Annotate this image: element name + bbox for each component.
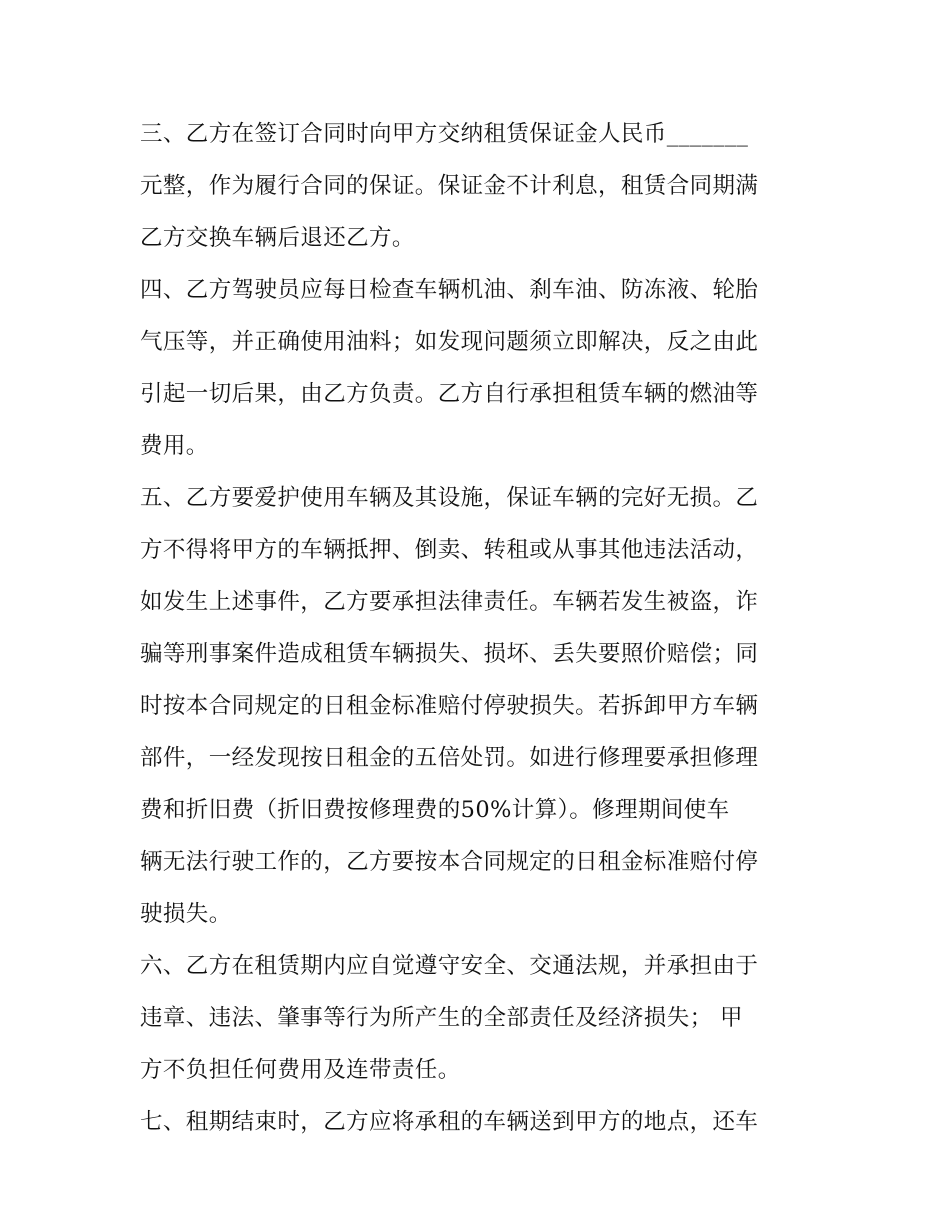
text-line: 元整，作为履行合同的保证。保证金不计利息，租赁合同期满 xyxy=(140,173,759,199)
text-line: 气压等，并正确使用油料；如发现问题须立即解决，反之由此 xyxy=(140,329,759,355)
text-line: 引起一切后果，由乙方负责。乙方自行承担租赁车辆的燃油等 xyxy=(140,381,759,407)
text-line: 辆无法行驶工作的，乙方要按本合同规定的日租金标准赔付停 xyxy=(140,849,759,875)
text-line: 三、乙方在签订合同时向甲方交纳租赁保证金人民币_______ xyxy=(140,121,749,147)
text-line: 部件，一经发现按日租金的五倍处罚。如进行修理要承担修理 xyxy=(140,745,759,771)
text-line: 违章、违法、肇事等行为所产生的全部责任及经济损失； 甲 xyxy=(140,1005,743,1031)
text-line: 方不负担任何费用及连带责任。 xyxy=(140,1057,461,1083)
text-line: 骗等刑事案件造成租赁车辆损失、损坏、丢失要照价赔偿；同 xyxy=(140,641,759,667)
text-line: 如发生上述事件，乙方要承担法律责任。车辆若发生被盗，诈 xyxy=(140,589,759,615)
text-line: 五、乙方要爱护使用车辆及其设施，保证车辆的完好无损。乙 xyxy=(140,485,759,511)
text-line: 方不得将甲方的车辆抵押、倒卖、转租或从事其他违法活动， xyxy=(140,537,759,563)
text-line: 乙方交换车辆后退还乙方。 xyxy=(140,225,415,251)
text-line: 费用。 xyxy=(140,433,209,459)
text-line: 六、乙方在租赁期内应自觉遵守安全、交通法规，并承担由于 xyxy=(140,953,759,979)
contract-body xyxy=(140,108,812,1148)
text-line: 四、乙方驾驶员应每日检查车辆机油、刹车油、防冻液、轮胎 xyxy=(140,277,759,303)
text-line: 七、租期结束时，乙方应将承租的车辆送到甲方的地点，还车 xyxy=(140,1109,759,1135)
text-line: 驶损失。 xyxy=(140,901,232,927)
text-line: 费和折旧费（折旧费按修理费的50%计算）。修理期间使车 xyxy=(140,797,730,823)
text-line: 时按本合同规定的日租金标准赔付停驶损失。若拆卸甲方车辆 xyxy=(140,693,759,719)
